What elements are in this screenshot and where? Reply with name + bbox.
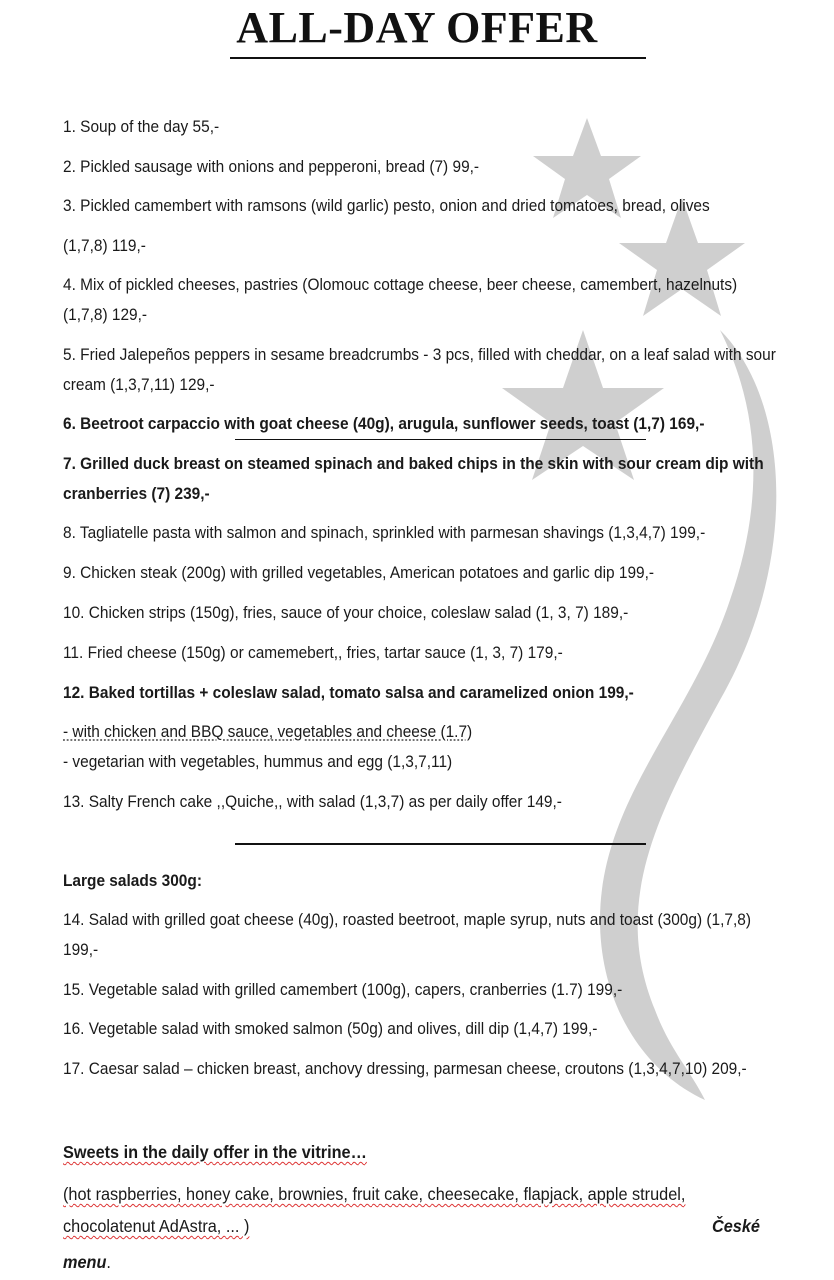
- sweets-heading: Sweets in the daily offer in the vitrine…: [63, 1142, 367, 1162]
- menu-item-6: 6. Beetroot carpaccio with goat cheese (40g), arugula, sunflower seeds, toast (1,7) 169,-: [63, 414, 705, 433]
- sweets-list-line-2: chocolatenut AdAstra, ... ): [63, 1216, 250, 1236]
- ceske-menu-link-part2: [63, 1252, 111, 1272]
- menu-item-12: 12. Baked tortillas + coleslaw salad, tomato salsa and caramelized onion 199,-: [63, 683, 634, 702]
- menu-item-7-cont: cranberries (7) 239,-: [63, 484, 210, 503]
- salad-item-16: 16. Vegetable salad with smoked salmon (50g) and olives, dill dip (1,4,7) 199,-: [63, 1019, 598, 1038]
- menu-item-2: 2. Pickled sausage with onions and pepperoni, bread (7) 99,-: [63, 157, 480, 176]
- menu-item-3: 3. Pickled camembert with ramsons (wild garlic) pesto, onion and dried tomatoes, bread, olives: [63, 196, 710, 215]
- footer-period: .: [106, 1252, 111, 1272]
- salad-item-14-cont: 199,-: [63, 940, 99, 959]
- sweets-list-line-1: (hot raspberries, honey cake, brownies, fruit cake, cheesecake, flapjack, apple strudel,: [63, 1184, 686, 1204]
- menu-item-11: 11. Fried cheese (150g) or camemebert,, fries, tartar sauce (1, 3, 7) 179,-: [63, 643, 563, 662]
- title-underline: [230, 57, 646, 59]
- item-6-divider: [235, 439, 646, 440]
- menu-item-13: 13. Salty French cake ,,Quiche,, with salad (1,3,7) as per daily offer 149,-: [63, 792, 562, 811]
- salad-item-17: 17. Caesar salad – chicken breast, anchovy dressing, parmesan cheese, croutons (1,3,4,7,10) 209,-: [63, 1059, 747, 1078]
- menu-item-9: 9. Chicken steak (200g) with grilled vegetables, American potatoes and garlic dip 199,-: [63, 563, 655, 582]
- footer-menu-word: menu: [63, 1252, 107, 1272]
- menu-item-1: 1. Soup of the day 55,-: [63, 117, 220, 136]
- menu-item-4: 4. Mix of pickled cheeses, pastries (Olomouc cottage cheese, beer cheese, camembert, hazelnuts): [63, 275, 738, 294]
- section-divider: [235, 843, 646, 845]
- salads-heading: Large salads 300g:: [63, 871, 202, 890]
- menu-item-10: 10. Chicken strips (150g), fries, sauce of your choice, coleslaw salad (1, 3, 7) 189,-: [63, 603, 629, 622]
- salad-item-14: 14. Salad with grilled goat cheese (40g), roasted beetroot, maple syrup, nuts and toast (300g) (1,7,8): [63, 910, 751, 929]
- menu-item-3-cont: (1,7,8) 119,-: [63, 236, 146, 255]
- menu-item-7: 7. Grilled duck breast on steamed spinach and baked chips in the skin with sour cream dip with: [63, 454, 764, 473]
- salad-item-15: 15. Vegetable salad with grilled camembert (100g), capers, cranberries (1.7) 199,-: [63, 980, 623, 999]
- menu-item-12-option-chicken: - with chicken and BBQ sauce, vegetables and cheese (1.7): [63, 722, 473, 741]
- menu-item-4-cont: (1,7,8) 129,-: [63, 305, 148, 324]
- menu-item-5-cont: cream (1,3,7,11) 129,-: [63, 375, 215, 394]
- ceske-menu-link-part1: České: [712, 1216, 760, 1236]
- page-title: ALL-DAY OFFER: [236, 3, 598, 52]
- menu-item-5: 5. Fried Jalepeños peppers in sesame breadcrumbs - 3 pcs, filled with cheddar, on a leaf salad with sour: [63, 345, 776, 364]
- menu-item-8: 8. Tagliatelle pasta with salmon and spinach, sprinkled with parmesan shavings (1,3,4,7) 199,-: [63, 523, 706, 542]
- menu-item-12-option-vegetarian: - vegetarian with vegetables, hummus and egg (1,3,7,11): [63, 752, 453, 771]
